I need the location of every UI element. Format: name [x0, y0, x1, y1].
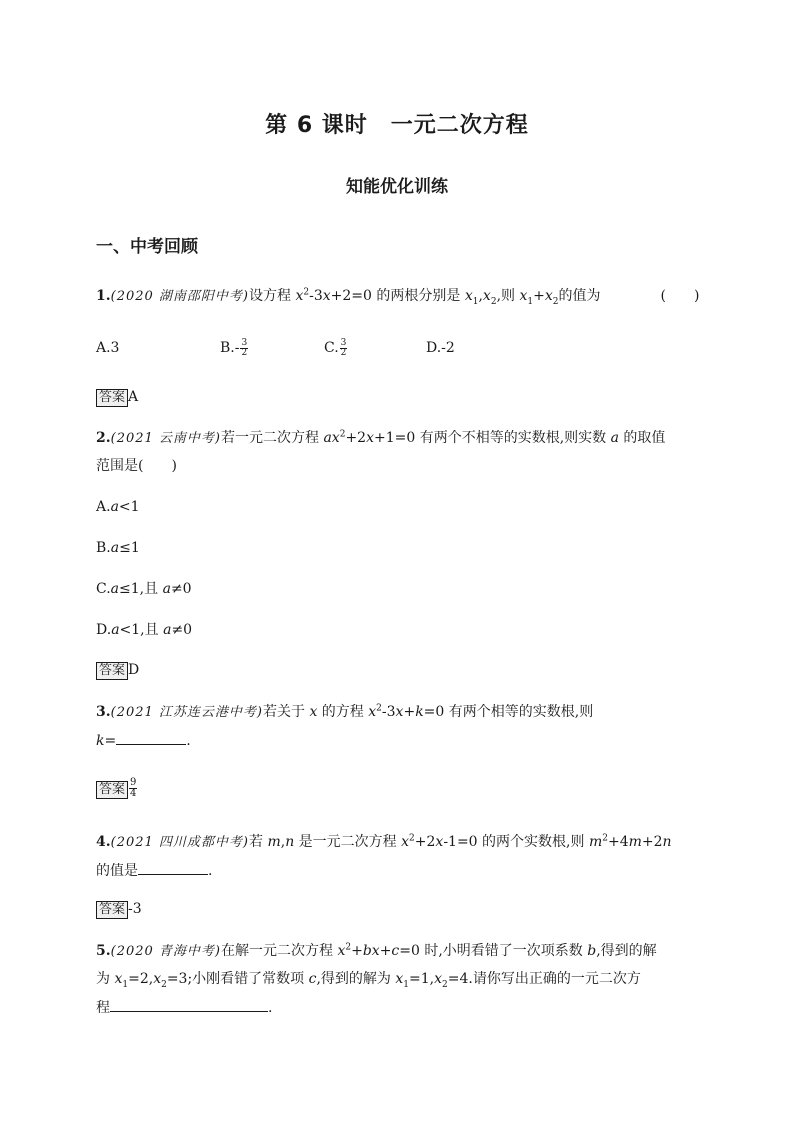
- question-5-line3: 程 .: [96, 997, 272, 1018]
- answer-label: 答案: [96, 662, 128, 680]
- question-source: (2020 湖南邵阳中考): [110, 289, 249, 304]
- question-source: (2021 四川成都中考): [110, 835, 249, 850]
- question-4-line2: 的值是 .: [96, 860, 212, 881]
- question-number: 3.: [96, 704, 111, 720]
- question-source: (2020 青海中考): [110, 944, 221, 959]
- question-4: 4.(2021 四川成都中考)若 m,n 是一元二次方程 $x^2+2x-1=0$ 的两个实数根,则 $m^2+4m+2n$: [96, 833, 672, 850]
- answer-blank[interactable]: [138, 860, 208, 875]
- question-source: (2021 江苏连云港中考): [110, 705, 263, 720]
- question-2-line2: 范围是( ): [96, 458, 177, 474]
- question-3-line2: k= .: [96, 730, 191, 751]
- option-a: A.a<1: [96, 499, 140, 515]
- answer-4: 答案 -3: [96, 899, 142, 919]
- option-c: C.a≤1,且 a≠0: [96, 581, 192, 597]
- question-1: 1.(2020 湖南邵阳中考)设方程 $x^2-3x+2=0$ 的两根分别是 $x_1,x_2$,则 $x_1+x_2$的值为 ( ): [96, 287, 700, 307]
- answer-2: 答案 D: [96, 660, 139, 680]
- answer-paren: ( ): [660, 288, 700, 304]
- page-title: 第 6 课时 一元二次方程: [265, 113, 529, 138]
- question-2: 2.(2021 云南中考)若一元二次方程 $ax^2+2x+1=0$ 有两个不相等的实数根,则实数 a 的取值: [96, 429, 666, 446]
- option-b: B.a≤1: [96, 540, 140, 556]
- question-5: 5.(2020 青海中考)在解一元二次方程 $x^2+bx+c=0$ 时,小明看错了一次项系数 b,得到的解: [96, 942, 657, 959]
- question-number: 5.: [96, 943, 111, 959]
- option-d: D.-2: [426, 340, 455, 356]
- page-subtitle: 知能优化训练: [346, 177, 448, 197]
- question-source: (2021 云南中考): [110, 431, 221, 446]
- answer-label: 答案: [96, 781, 128, 799]
- section-heading: 一、中考回顾: [96, 237, 198, 257]
- option-a: A.3: [96, 340, 120, 356]
- option-d: D.a<1,且 a≠0: [96, 622, 193, 638]
- answer-1: 答案 A: [96, 387, 138, 407]
- answer-label: 答案: [96, 389, 128, 407]
- question-1-options: [96, 338, 455, 358]
- question-number: 2.: [96, 430, 111, 446]
- answer-blank[interactable]: [116, 730, 186, 745]
- answer-3: 答案 $\frac{9}{4}$: [96, 778, 137, 799]
- question-number: 1.: [96, 288, 111, 304]
- question-3: 3.(2021 江苏连云港中考)若关于 x 的方程 $x^2-3x+k=0$ 有两个相等的实数根,则: [96, 703, 594, 720]
- answer-label: 答案: [96, 901, 128, 919]
- option-b: B.- $\frac{3}{2}$: [220, 337, 248, 358]
- question-number: 4.: [96, 834, 111, 850]
- answer-blank[interactable]: [110, 997, 268, 1012]
- option-c: C. $\frac{3}{2}$: [324, 337, 347, 358]
- question-5-line2: 为 $x_1=2,x_2=3$;小刚看错了常数项 c,得到的解为 $x_1=1,x_2=4$.请你写出正确的一元二次方: [96, 971, 641, 990]
